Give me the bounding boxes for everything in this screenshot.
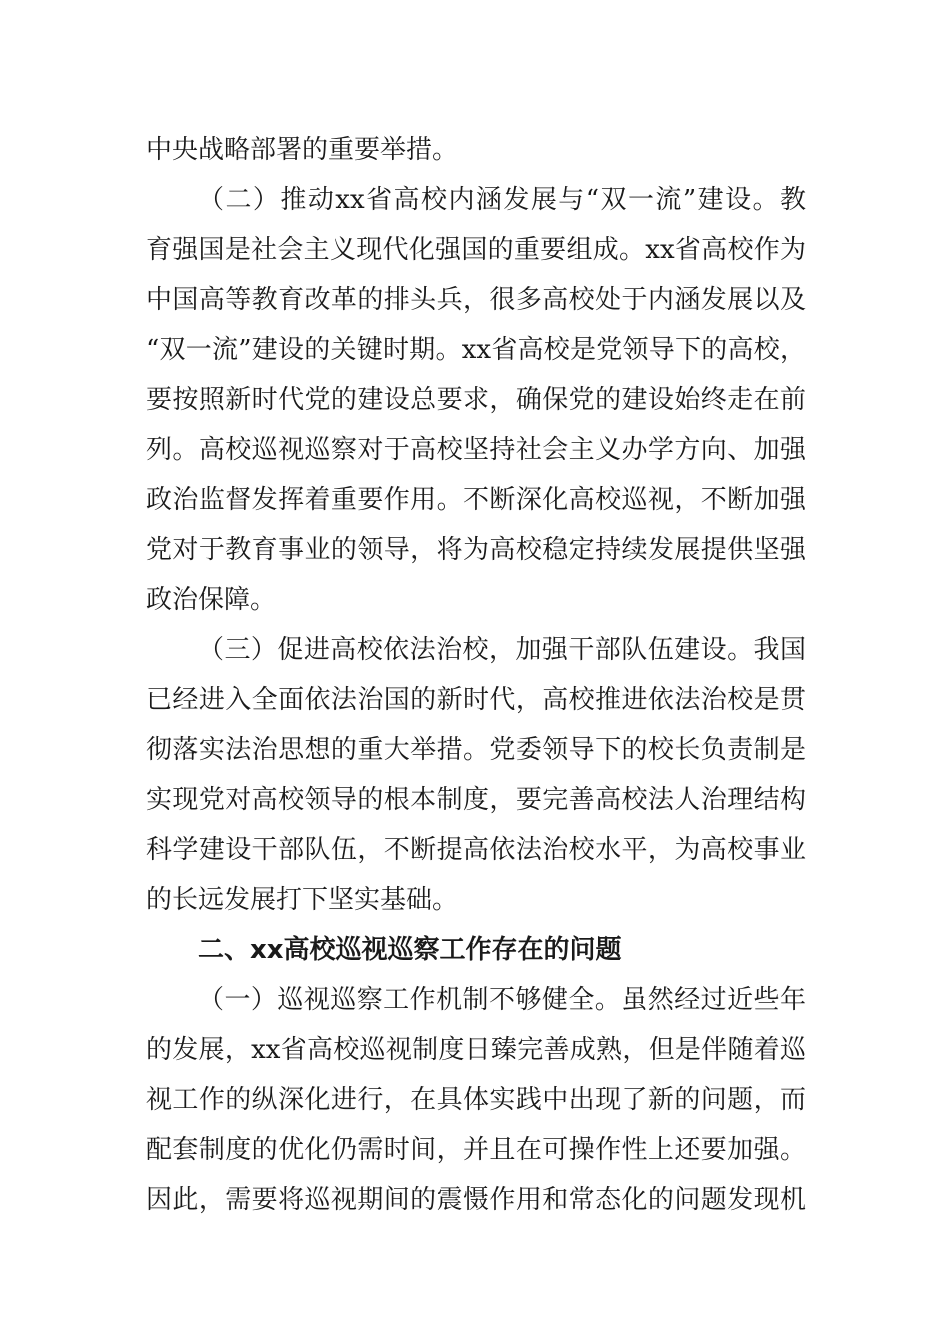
paragraph-line: 政治保障。 — [146, 585, 277, 615]
section-heading: 二、xx高校巡视巡察工作存在的问题 — [198, 935, 622, 965]
paragraph-line: 中央战略部署的重要举措。 — [146, 135, 459, 165]
paragraph-line: 党对于教育事业的领导，将为高校稳定持续发展提供坚强 — [146, 535, 806, 565]
paragraph-line: 的长远发展打下坚实基础。 — [146, 885, 459, 915]
paragraph-line: 政治监督发挥着重要作用。不断深化高校巡视，不断加强 — [146, 485, 806, 515]
paragraph-line: 彻落实法治思想的重大举措。党委领导下的校长负责制是 — [146, 735, 806, 765]
paragraph-line: 配套制度的优化仍需时间，并且在可操作性上还要加强。 — [146, 1135, 806, 1165]
paragraph-line: 因此，需要将巡视期间的震慑作用和常态化的问题发现机 — [146, 1185, 806, 1215]
paragraph-line: （三）促进高校依法治校，加强干部队伍建设。我国 — [198, 635, 806, 665]
paragraph-line: 的发展，xx省高校巡视制度日臻完善成熟，但是伴随着巡 — [146, 1035, 806, 1065]
paragraph-line: 科学建设干部队伍，不断提高依法治校水平，为高校事业 — [146, 835, 806, 865]
paragraph-line: （一）巡视巡察工作机制不够健全。虽然经过近些年 — [198, 985, 806, 1015]
paragraph-line: 中国高等教育改革的排头兵，很多高校处于内涵发展以及 — [146, 285, 806, 315]
paragraph-line: 要按照新时代党的建设总要求，确保党的建设始终走在前 — [146, 385, 806, 415]
paragraph-line: 育强国是社会主义现代化强国的重要组成。xx省高校作为 — [146, 235, 806, 265]
paragraph-line: （二）推动xx省高校内涵发展与“双一流”建设。教 — [198, 185, 806, 215]
paragraph-line: 实现党对高校领导的根本制度，要完善高校法人治理结构 — [146, 785, 806, 815]
paragraph-line: 列。高校巡视巡察对于高校坚持社会主义办学方向、加强 — [146, 435, 806, 465]
paragraph-line: “双一流”建设的关键时期。xx省高校是党领导下的高校， — [146, 335, 806, 365]
paragraph-line: 已经进入全面依法治国的新时代，高校推进依法治校是贯 — [146, 685, 806, 715]
paragraph-line: 视工作的纵深化进行，在具体实践中出现了新的问题，而 — [146, 1085, 806, 1115]
